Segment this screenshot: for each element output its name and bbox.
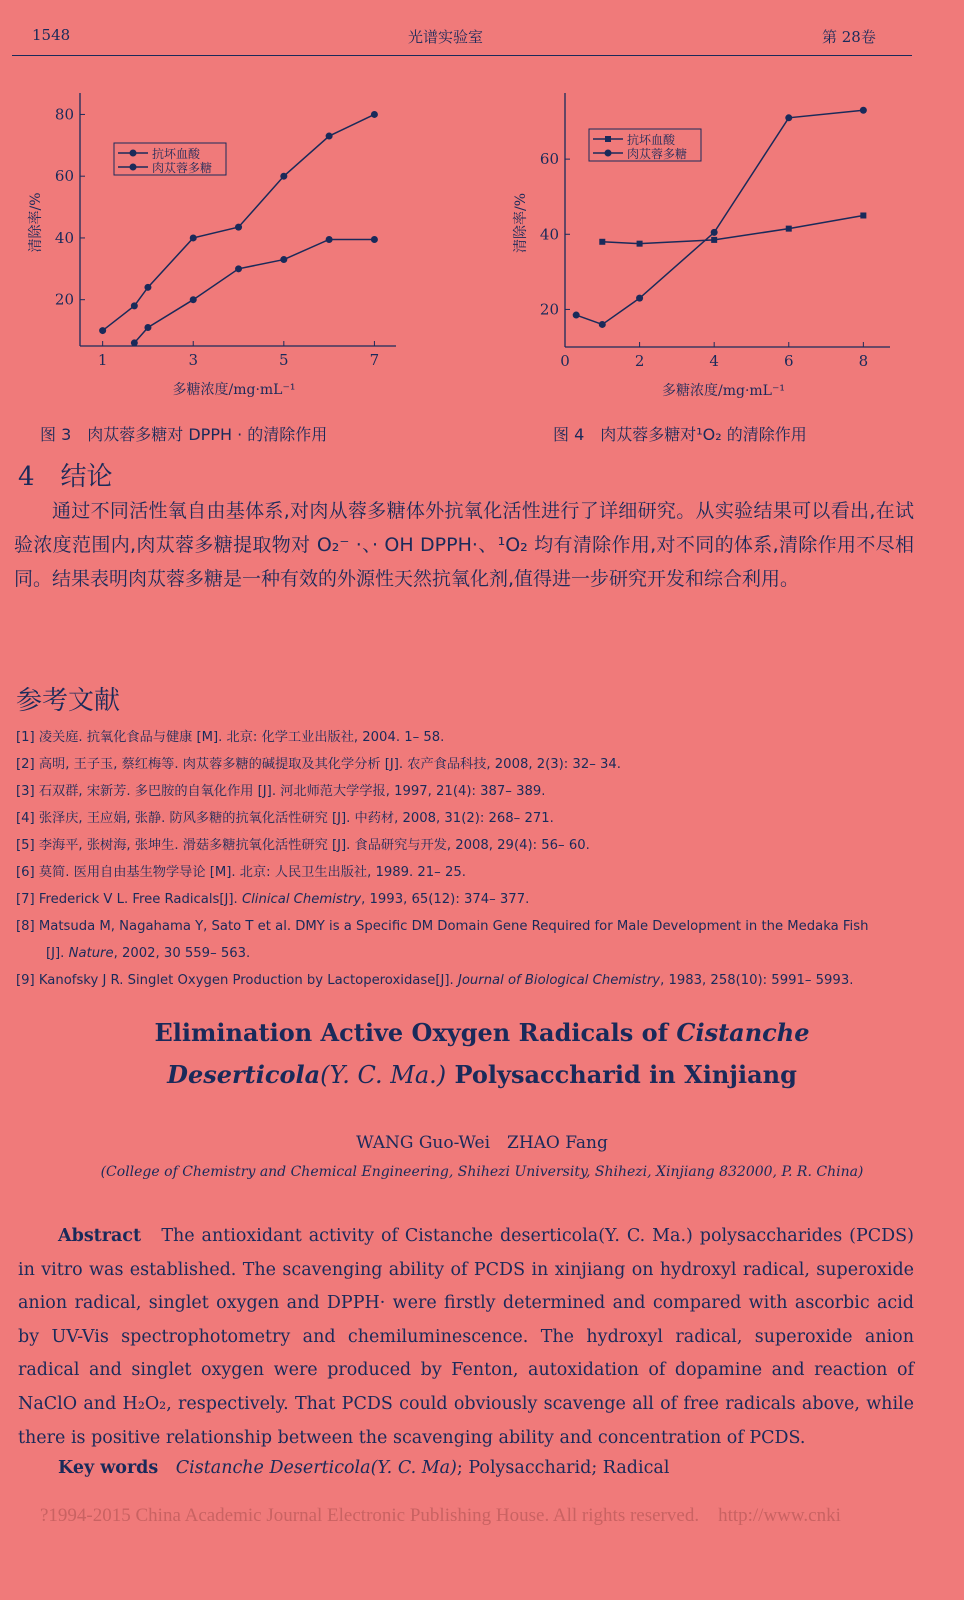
reference-list	[16, 724, 916, 994]
section-heading: 4 结论	[18, 462, 113, 492]
x-tick-label: 1	[97, 351, 108, 369]
series-line	[103, 114, 375, 330]
journal-name: 光谱实验室	[408, 28, 484, 46]
reference-item	[16, 859, 916, 886]
y-tick-label: 20	[54, 290, 74, 309]
data-point	[280, 173, 287, 180]
x-tick-label: 4	[709, 352, 719, 370]
conclusion-paragraph: 通过不同活性氧自由基体系,对肉从蓉多糖体外抗氧化活性进行了详细研究。从实验结果可以看出,在试验浓度范围内,肉苁蓉多糖提取物对 O₂⁻ ·、· OH DPPH·、¹O₂ 均有清除作用,对不同的体系,清除作用不尽相同。结果表明肉苁蓉多糖是一种有效的外源性天然抗氧化剂,值得进一步研究开发和综合利用。	[14, 500, 914, 590]
data-point	[637, 241, 643, 247]
english-title-line-1	[0, 1012, 964, 1054]
data-point	[99, 327, 106, 334]
series-line	[134, 239, 374, 342]
data-point	[636, 295, 643, 302]
y-tick-label: 80	[54, 105, 74, 124]
reference-item	[16, 751, 916, 778]
data-point	[144, 284, 151, 291]
data-point	[711, 237, 717, 243]
title-authority: (Y. C. Ma.)	[320, 1061, 447, 1089]
y-tick-label: 20	[539, 300, 559, 319]
data-point	[326, 236, 333, 243]
reference-pre: [6] 莫简. 医用自由基生物学导论 [M]. 北京: 人民卫生出版社, 1989. 21– 25.	[16, 865, 466, 880]
reference-pre: [4] 张泽庆, 王应娟, 张静. 防风多糖的抗氧化活性研究 [J]. 中药材, 2008, 31(2): 268– 271.	[16, 811, 554, 826]
reference-ital: Nature	[68, 946, 114, 961]
x-tick-label: 2	[634, 352, 645, 370]
reference-item	[16, 886, 916, 913]
reference-pre: [5] 李海平, 张树海, 张坤生. 滑菇多糖抗氧化活性研究 [J]. 食品研究与开发, 2008, 29(4): 56– 60.	[16, 838, 590, 853]
keywords-rest: ; Polysaccharid; Radical	[456, 1458, 670, 1478]
reference-post: , 2002, 30 559– 563.	[113, 946, 251, 961]
data-point	[371, 111, 378, 118]
reference-item	[16, 805, 916, 832]
legend-marker	[605, 150, 612, 157]
english-title-line-2	[0, 1054, 964, 1096]
data-point	[235, 224, 242, 231]
figure-4-caption: 图 4 肉苁蓉多糖对¹O₂ 的清除作用	[553, 425, 807, 444]
header-rule	[12, 55, 912, 56]
data-point	[326, 133, 333, 140]
x-tick-label: 7	[369, 351, 380, 369]
legend-marker	[130, 164, 137, 171]
data-point	[131, 339, 138, 346]
x-tick-label: 5	[279, 351, 289, 369]
reference-item	[16, 940, 916, 967]
figure-3-chart	[20, 85, 410, 405]
legend-marker	[130, 150, 137, 157]
x-tick-label: 3	[188, 351, 199, 369]
reference-pre: [7] Frederick V L. Free Radicals[J].	[16, 892, 242, 907]
x-axis-label: 多糖浓度/mg·mL⁻¹	[662, 383, 785, 399]
data-point	[860, 107, 867, 114]
abstract-label: Abstract	[58, 1226, 142, 1246]
data-point	[599, 321, 606, 328]
legend-label: 抗坏血酸	[152, 147, 201, 161]
title-genus: Cistanche	[676, 1018, 810, 1047]
reference-ital: Journal of Biological Chemistry	[457, 973, 661, 988]
references-heading: 参考文献	[16, 686, 121, 716]
data-point	[280, 256, 287, 263]
keywords-line	[58, 1454, 669, 1479]
series-line	[602, 215, 863, 243]
reference-pre: [2] 高明, 王子玉, 蔡红梅等. 肉苁蓉多糖的碱提取及其化学分析 [J]. 农产食品科技, 2008, 2(3): 32– 34.	[16, 757, 621, 772]
copyright-footer: ?1994-2015 China Academic Journal Electronic Publishing House. All rights reserved. http://www.cnki	[40, 1505, 841, 1526]
y-tick-label: 40	[54, 228, 74, 247]
title-species: Deserticola	[167, 1060, 321, 1089]
y-axis-label: 清除率/%	[28, 192, 44, 253]
reference-item	[16, 967, 916, 994]
reference-pre: [J].	[46, 946, 69, 961]
data-point	[371, 236, 378, 243]
data-point	[785, 114, 792, 121]
data-point	[786, 226, 792, 232]
figure-3-caption: 图 3 肉苁蓉多糖对 DPPH · 的清除作用	[40, 425, 328, 444]
y-tick-label: 60	[54, 167, 74, 186]
x-tick-label: 6	[783, 352, 794, 370]
y-tick-label: 60	[539, 150, 559, 169]
reference-pre: [1] 凌关庭. 抗氧化食品与健康 [M]. 北京: 化学工业出版社, 2004. 1– 58.	[16, 730, 445, 745]
series-line	[576, 110, 863, 324]
data-point	[599, 239, 605, 245]
data-point	[711, 229, 718, 236]
legend-marker	[605, 136, 611, 142]
reference-ital: Clinical Chemistry	[241, 892, 362, 907]
data-point	[860, 212, 866, 218]
reference-item	[16, 832, 916, 859]
affiliation: (College of Chemistry and Chemical Engineering, Shihezi University, Shihezi, Xinjiang 832000, P. R. China)	[100, 1164, 864, 1180]
x-tick-label: 8	[858, 352, 869, 370]
x-axis-label: 多糖浓度/mg·mL⁻¹	[172, 382, 296, 398]
reference-post: , 1993, 65(12): 374– 377.	[361, 892, 530, 907]
reference-item	[16, 724, 916, 751]
volume-label: 第 28卷	[822, 28, 876, 46]
reference-post: , 1983, 258(10): 5991– 5993.	[660, 973, 854, 988]
reference-pre: [9] Kanofsky J R. Singlet Oxygen Production by Lactoperoxidase[J].	[16, 973, 458, 988]
title-rest: Polysaccharid in Xinjiang	[446, 1060, 797, 1089]
authors: WANG Guo-Wei ZHAO Fang	[356, 1133, 608, 1153]
figure-4-chart	[505, 85, 905, 405]
abstract-text: The antioxidant activity of Cistanche deserticola(Y. C. Ma.) polysaccharides (PCDS) in vitro was established. The scavenging ability of PCDS in xinjiang on hydroxyl radical, superoxide anion radical, singlet oxygen and DPPH· were firstly determined and compared with ascorbic acid by UV-Vis spectrophotometry and chemiluminescence. The hydroxyl radical, superoxide anion radical and singlet oxygen were produced by Fenton, autoxidation of dopamine and reaction of NaClO and H₂O₂, respectively. That PCDS could obviously scavenge all of free radicals above, while there is positive relationship between the scavenging ability and concentration of PCDS.	[18, 1226, 914, 1448]
keywords-label: Key words	[58, 1458, 159, 1478]
legend-label: 抗坏血酸	[627, 133, 676, 147]
legend-label: 肉苁蓉多糖	[152, 161, 213, 175]
reference-item	[16, 778, 916, 805]
data-point	[190, 296, 197, 303]
page-number: 1548	[32, 26, 71, 44]
reference-pre: [3] 石双群, 宋新芳. 多巴胺的自氧化作用 [J]. 河北师范大学学报, 1997, 21(4): 387– 389.	[16, 784, 546, 799]
keywords-italic: Cistanche Deserticola(Y. C. Ma)	[175, 1458, 457, 1478]
y-axis-label: 清除率/%	[513, 192, 529, 254]
title-text: Elimination Active Oxygen Radicals of	[154, 1018, 677, 1047]
abstract-paragraph	[18, 1220, 914, 1455]
data-point	[144, 324, 151, 331]
data-point	[573, 312, 580, 319]
data-point	[190, 234, 197, 241]
reference-item	[16, 913, 916, 940]
reference-pre: [8] Matsuda M, Nagahama Y, Sato T et al. DMY is a Specific DM Domain Gene Required for Male Development in the Medaka Fish	[16, 919, 869, 934]
data-point	[235, 265, 242, 272]
x-tick-label: 0	[560, 352, 570, 370]
y-tick-label: 40	[539, 225, 559, 244]
data-point	[131, 302, 138, 309]
legend-label: 肉苁蓉多糖	[627, 147, 688, 161]
